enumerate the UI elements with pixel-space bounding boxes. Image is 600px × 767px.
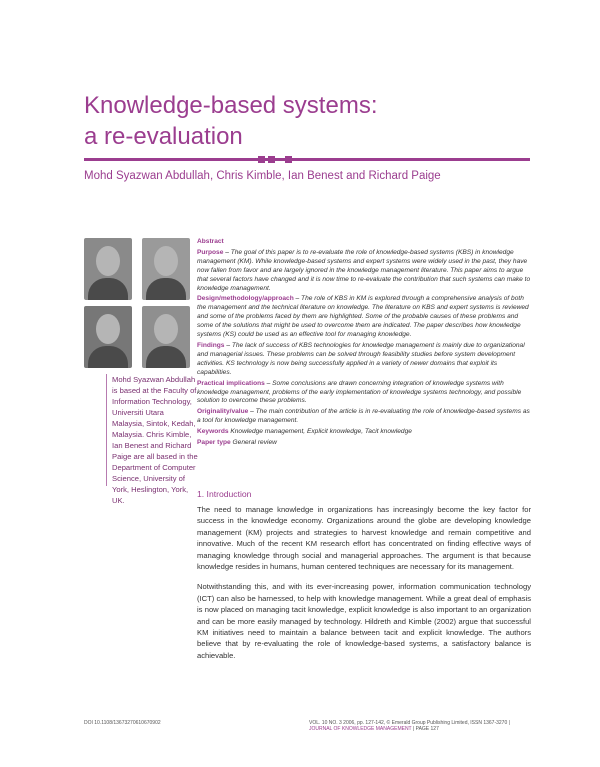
author-bio: Mohd Syazwan Abdullah is based at the Faculty of Information Technology, Universiti Utara Malaysia, Sintok, Kedah, Malaysia. Chris Kimble, Ian Benest and Richard Paige are all based in the Department of Computer Science, University of York, Heslington, York, UK.: [112, 375, 198, 505]
intro-paragraph-2: Notwithstanding this, and with its ever-increasing power, information communication technology (ICT) can also be harnessed, to help with knowledge management. While a great deal of emphasis is now placed on managing tacit knowledge, explicit knowledge is also important to an organization and can be more easily managed by technology. Hildreth and Kimble (2002) argue that successful KM initiatives need to maintain a balance between tacit and explicit knowledge. The authors believe that by re-evaluating the role of knowledge-based systems, a satisfactory balance is achievable.: [197, 582, 531, 660]
rule-ornament: [268, 156, 275, 163]
title-rule: [84, 158, 530, 161]
page-footer: [84, 720, 534, 732]
abstract-purpose: Purpose – The goal of this paper is to re-evaluate the role of knowledge-based systems (KBS) in knowledge management (KM). While knowledge-based systems and expert systems were widely used in the past, they have now fallen from favor and are largely ignored in the knowledge management literature. This paper aims to argue that several factors have changed and it is now time to re-evaluate the contribution that such systems can make to knowledge management.: [197, 248, 531, 292]
author-photo: [84, 238, 132, 300]
footer-journal: JOURNAL OF KNOWLEDGE MANAGEMENT: [309, 726, 412, 732]
abstract-practical: Practical implications – Some conclusions are drawn concerning integration of knowledge systems with knowledge management, problems of the early implementation of knowledge systems technology, and possible solution to overcome these problems.: [197, 379, 522, 405]
title-line-1: Knowledge-based systems:: [84, 92, 378, 119]
footer-doi: DOI 10.1108/13673270610670902: [84, 720, 161, 726]
author-photo: [84, 306, 132, 368]
introduction-body: [197, 504, 531, 670]
abstract-findings: Findings – The lack of success of KBS technologies for knowledge management is mainly due to organizational and managerial issues. These problems can be solved through feasibility studies before system development activities. KS technology is now being successfully applied in a variety of newer domains that exploit its capabilities.: [197, 341, 525, 376]
paper-title: [84, 90, 504, 152]
abstract: [197, 238, 532, 450]
rule-ornament: [285, 156, 292, 163]
abstract-papertype: Paper type General review: [197, 439, 277, 447]
author-photo: [142, 238, 190, 300]
author-list: Mohd Syazwan Abdullah, Chris Kimble, Ian Benest and Richard Paige: [84, 170, 441, 182]
footer-right: VOL. 10 NO. 3 2006, pp. 127-142, © Emerald Group Publishing Limited, ISSN 1367-3270 | JOURNAL OF KNOWLEDGE MANAGEMENT | PAGE 127: [309, 720, 510, 732]
abstract-keywords: Keywords Knowledge management, Explicit knowledge, Tacit knowledge: [197, 428, 412, 436]
intro-paragraph-1: The need to manage knowledge in organizations has increasingly become the key factor for success in the knowledge economy. Organizations around the globe are developing knowledge management (KM) projects and strategies to harvest knowledge and remain competitive and innovative. Much of the recent KM research effort has concentrated on finding effective ways of managing knowledge through social and managerial approaches. The argument is that because knowledge resides in humans, human centered techniques are necessary for its management.: [197, 505, 531, 572]
footer-page: PAGE 127: [415, 726, 439, 732]
title-line-2: a re-evaluation: [84, 123, 243, 150]
footer-volume: VOL. 10 NO. 3 2006, pp. 127-142, © Emerald Group Publishing Limited, ISSN 1367-3270: [309, 720, 508, 726]
abstract-heading: Abstract: [197, 238, 224, 245]
abstract-design: Design/methodology/approach – The role of KBS in KM is explored through a comprehensive analysis of both the management and the technical literature on knowledge. The literature on KBS and expert systems is reviewed and some of the problems faced by them are highlighted. Some of the probable causes of these problems and some of the solutions that might be used to overcome them are indicated. The paper describes how knowledge systems (KS) could be used as an effective tool for managing knowledge.: [197, 295, 529, 339]
abstract-originality: Originality/value – The main contribution of the article is in re-evaluating the role of knowledge-based systems as a tool for knowledge management.: [197, 408, 530, 425]
author-photos: [84, 238, 190, 370]
section-heading: 1. Introduction: [197, 489, 252, 499]
bio-divider: [106, 374, 107, 486]
author-photo: [142, 306, 190, 368]
rule-ornament: [258, 156, 265, 163]
